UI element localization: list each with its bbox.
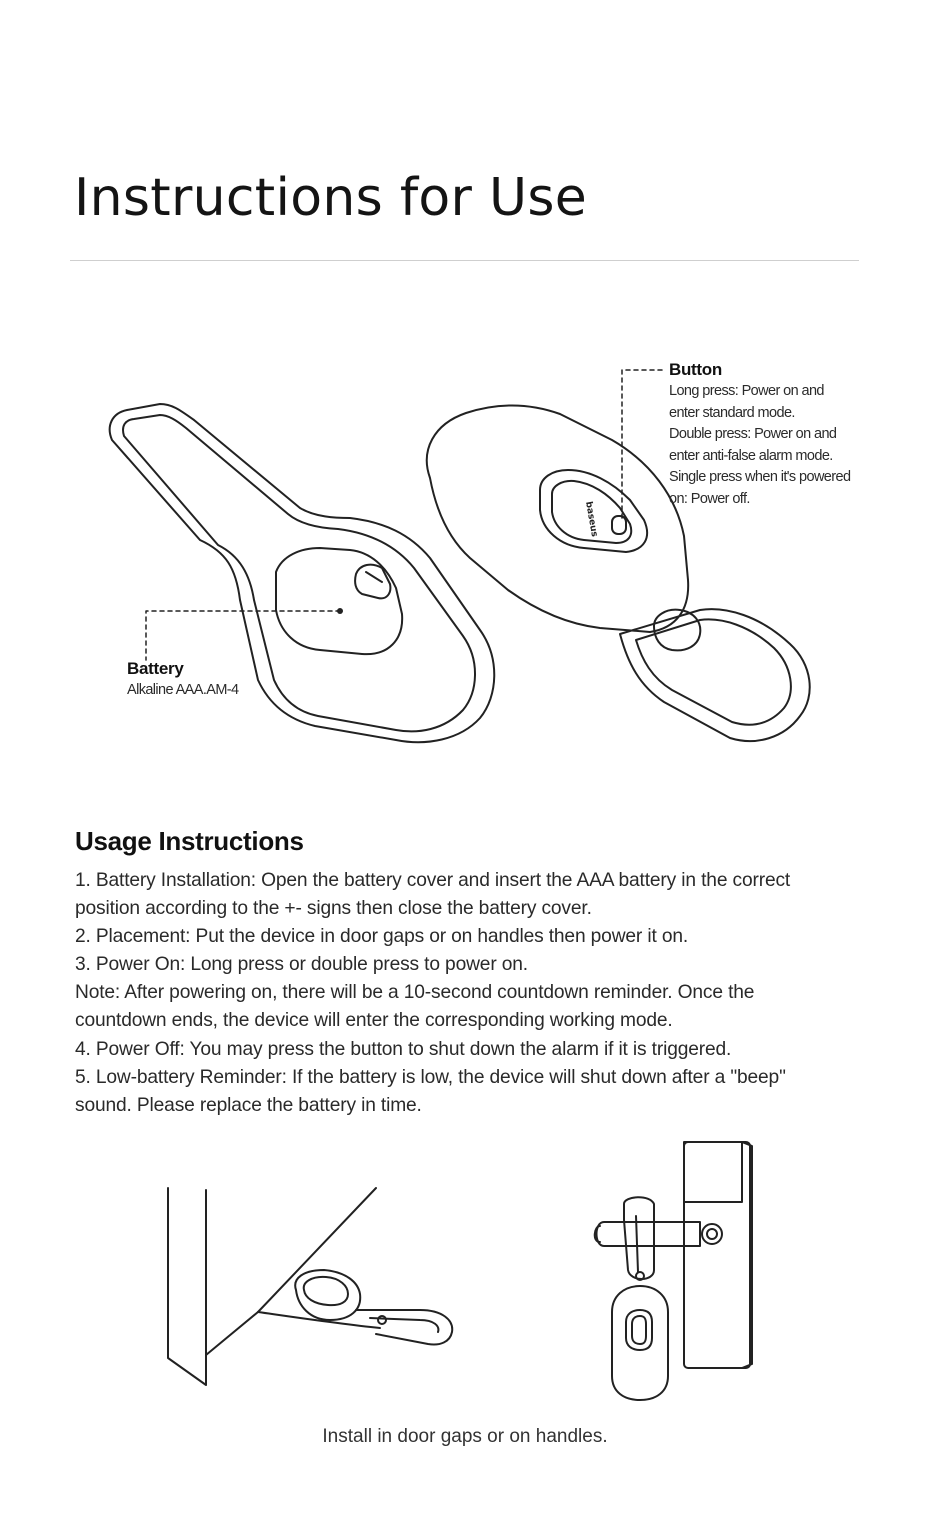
- usage-line: position according to the +- signs then close the battery cover.: [75, 898, 592, 920]
- battery-leader-line: [146, 611, 340, 660]
- door-handle-illustration: [595, 1142, 752, 1400]
- button-callout-text: [669, 381, 850, 510]
- button-callout-line: enter standard mode.: [669, 404, 795, 421]
- usage-line: sound. Please replace the battery in time.: [75, 1094, 422, 1116]
- button-callout-title: Button: [669, 360, 722, 379]
- install-illustrations: [0, 1130, 930, 1410]
- battery-spec-line: Alkaline AAA.AM-4: [127, 682, 239, 698]
- product-diagram: [0, 340, 930, 780]
- button-callout-line: enter anti-false alarm mode.: [669, 447, 833, 464]
- button-leader-line: [622, 370, 662, 518]
- usage-line: countdown ends, the device will enter the corresponding working mode.: [75, 1010, 673, 1032]
- door-gap-illustration: [168, 1188, 452, 1385]
- battery-callout-title: Battery: [127, 659, 184, 678]
- button-callout-line: Single press when it's powered: [669, 469, 851, 485]
- usage-line: Note: After powering on, there will be a 10-second countdown reminder. Once the: [75, 982, 755, 1004]
- page-title: Instructions for Use: [74, 168, 588, 228]
- button-callout-line: Double press: Power on and: [669, 426, 837, 442]
- usage-line: 3. Power On: Long press or double press to power on.: [75, 954, 528, 976]
- button-callout-line: on: Power off.: [669, 490, 750, 507]
- install-caption: Install in door gaps or on handles.: [322, 1426, 608, 1447]
- usage-line: 4. Power Off: You may press the button to shut down the alarm if it is triggered.: [75, 1038, 732, 1060]
- usage-line: 2. Placement: Put the device in door gaps or on handles then power it on.: [75, 926, 689, 948]
- usage-heading: Usage Instructions: [75, 826, 304, 856]
- brand-logo: baseus: [583, 500, 600, 538]
- usage-instructions: [75, 867, 875, 1120]
- usage-line: 5. Low-battery Reminder: If the battery is low, the device will shut down after a "beep": [75, 1066, 786, 1088]
- title-divider: [70, 260, 859, 261]
- button-callout-line: Long press: Power on and: [669, 383, 824, 399]
- usage-line: 1. Battery Installation: Open the battery cover and insert the AAA battery in the correct: [75, 870, 791, 891]
- battery-callout-spec: [127, 680, 239, 702]
